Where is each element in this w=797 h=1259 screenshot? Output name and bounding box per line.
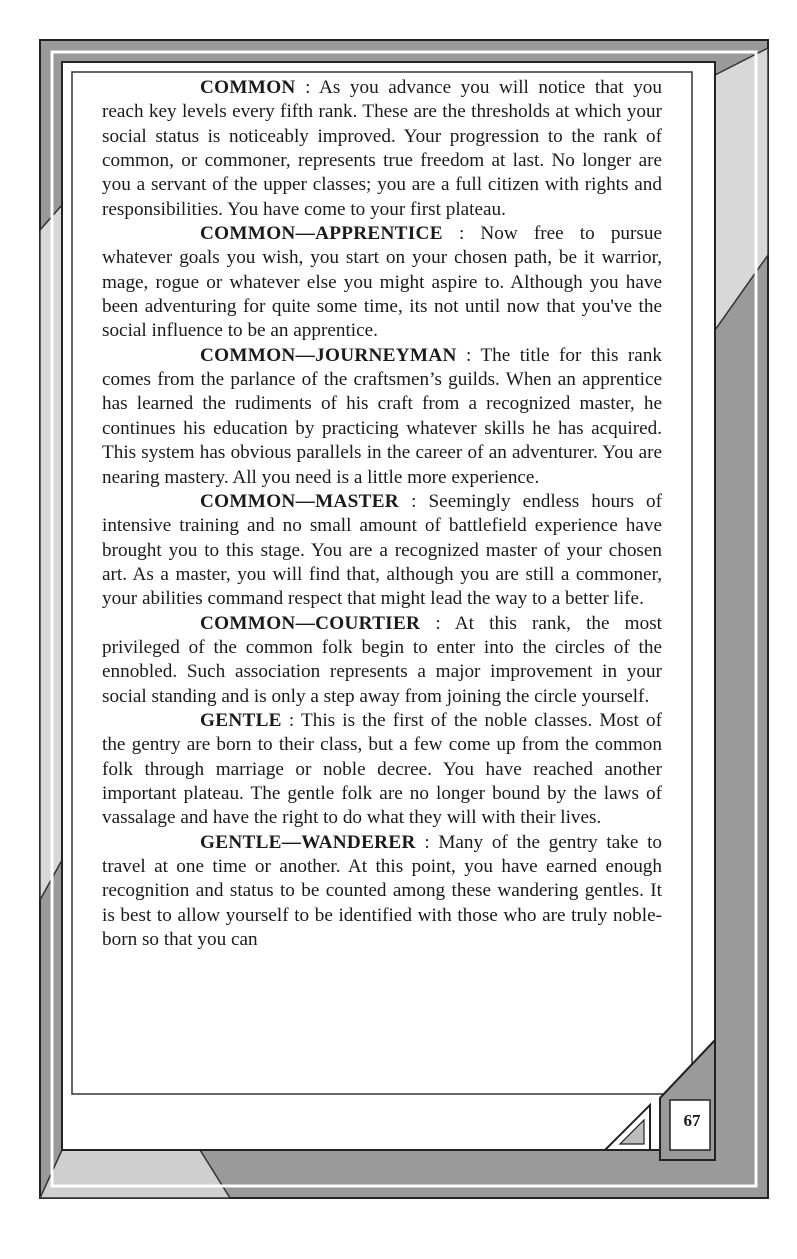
rank-paragraph-common-master (102, 490, 662, 612)
rank-paragraph-common-courtier (102, 612, 662, 709)
rank-heading: COMMON—JOURNEYMAN (200, 344, 457, 366)
rank-description: : Many of the gentry take to travel at one time or another. At this point, you have earned enough recognition and status to be counted among these wandering gentles. It is best to allow yourself to be identified with those who are truly noble-born so that you can (102, 831, 662, 951)
rank-paragraph-common (102, 76, 662, 222)
rank-description: : At this rank, the most privileged of the common folk begin to enter into the circles of the ennobled. Such association represents a major improvement in your social standing and is only a step away from joining the circle yourself. (102, 612, 662, 707)
rank-paragraph-gentle-wanderer (102, 831, 662, 953)
rank-paragraph-common-apprentice (102, 222, 662, 344)
rank-heading: COMMON—APPRENTICE (200, 223, 443, 245)
rank-description: : Now free to pursue whatever goals you wish, you start on your chosen path, be it warrior, mage, rogue or whatever else you might aspire to. Although you have been adventuring for quite some time, its not until now that you've the social influence to be an apprentice. (102, 223, 662, 342)
rank-paragraph-gentle (102, 709, 662, 831)
rank-description: : The title for this rank comes from the parlance of the craftsmen’s guilds. When an apprentice has learned the rudiments of his craft from a recognized master, he continues his education by practicing whatever skills he has acquired. This system has obvious parallels in the career of an adventurer. You are nearing mastery. All you need is a little more experience. (102, 344, 662, 488)
rank-description: : As you advance you will notice that you reach key levels every fifth rank. These are the thresholds at which your social status is noticeably improved. Your progression to the rank of common, or commoner, represents true freedom at last. No longer are you a servant of the upper classes; you are a full citizen with rights and responsibilities. You have come to your first plateau. (102, 77, 662, 220)
rank-heading: COMMON—COURTIER (200, 612, 421, 634)
rank-paragraph-common-journeyman (102, 344, 662, 490)
rank-description: : Seemingly endless hours of intensive training and no small amount of battlefield experience have brought you to this stage. You are a recognized master of your chosen art. As a master, you will find that, although you are still a commoner, your abilities command respect that might lead the way to a better life. (102, 490, 662, 610)
rank-heading: COMMON (200, 77, 296, 98)
rank-description: : This is the first of the noble classes. Most of the gentry are born to their class, but a few come up from the common folk through marriage or noble decree. You have reached another important plateau. The gentle folk are no longer bound by the laws of vassalage and have the right to do what they will with their lives. (102, 709, 662, 829)
rank-heading: GENTLE (200, 709, 282, 731)
page-number: 67 (683, 1111, 701, 1130)
border-light-bottom-left (40, 1150, 230, 1198)
rank-heading: GENTLE—WANDERER (200, 831, 416, 853)
body-text (102, 76, 662, 952)
rank-heading: COMMON—MASTER (200, 490, 399, 512)
